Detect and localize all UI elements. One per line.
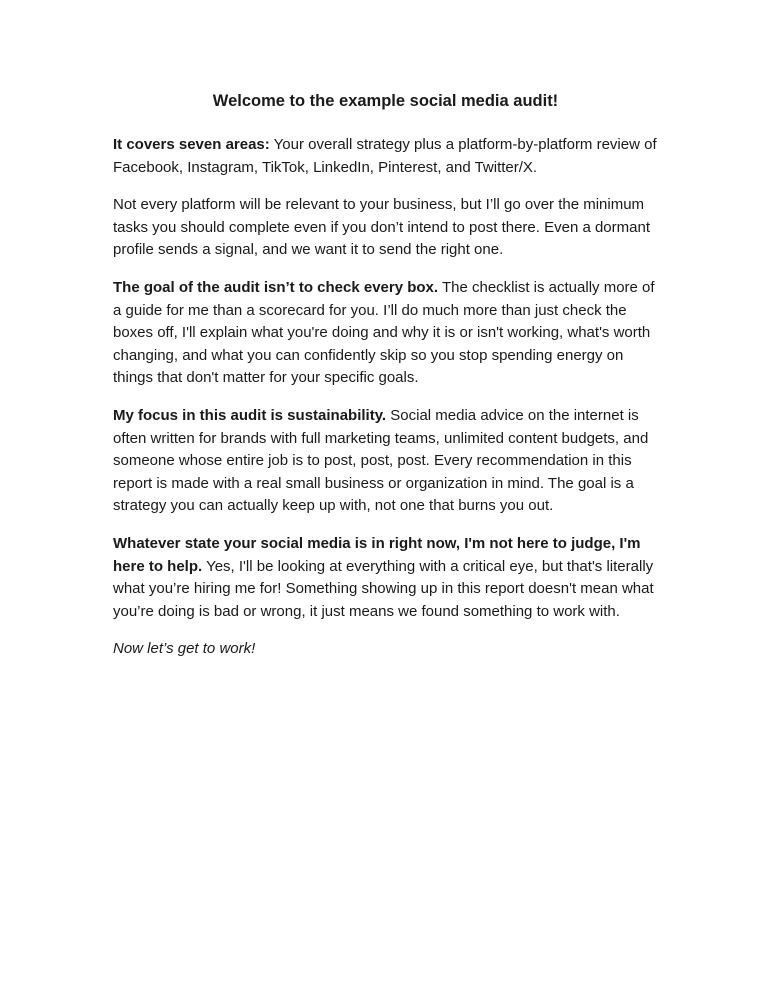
paragraph-text: Yes, I'll be looking at everything with a critical eye, but that's literally what you’re hiring me for! Something showing up in this report doesn't mean what you’re doing is bad or wrong, it just means we found something to work with. [113, 557, 654, 620]
paragraph-not-here-to-judge [113, 533, 658, 623]
paragraph-lead: It covers seven areas: [113, 136, 270, 153]
paragraph-sustainability [113, 405, 658, 518]
paragraph-audit-goal [113, 277, 658, 390]
closing-line: Now let’s get to work! [113, 640, 256, 658]
paragraph-lead: Whatever state your social media is in right now, I'm not here to judge, I'm here to help. [113, 534, 641, 575]
paragraph-platform-relevance [113, 194, 658, 262]
paragraph-lead: The goal of the audit isn’t to check every box. [113, 278, 439, 296]
paragraph-lead: My focus in this audit is sustainability. [113, 406, 387, 424]
paragraph-text: Social media advice on the internet is often written for brands with full marketing teams, unlimited content budgets, and someone whose entire job is to post, post, post. Every recommendation in this report is made with a real small business or organization in mind. The goal is a strategy you can actually keep up with, not one that burns you out. [113, 406, 649, 515]
paragraph-text: The checklist is actually more of a guide for me than a scorecard for you. I’ll do much more than just check the boxes off, I'll explain what you're doing and why it is or isn't working, what's worth changing, and what you can confidently skip so you stop spending energy on things that don't matter for your specific goals. [113, 278, 655, 387]
paragraph-seven-areas [113, 134, 658, 179]
page-title: Welcome to the example social media audit! [212, 92, 559, 110]
paragraph-text: Your overall strategy plus a platform-by-platform review of Facebook, Instagram, TikTok, LinkedIn, Pinterest, and Twitter/X. [113, 136, 657, 176]
document-page [113, 90, 658, 660]
paragraph-text: Not every platform will be relevant to your business, but I’ll go over the minimum tasks you should complete even if you don’t intend to post there. Even a dormant profile sends a signal, and we want it to send the right one. [113, 196, 650, 259]
